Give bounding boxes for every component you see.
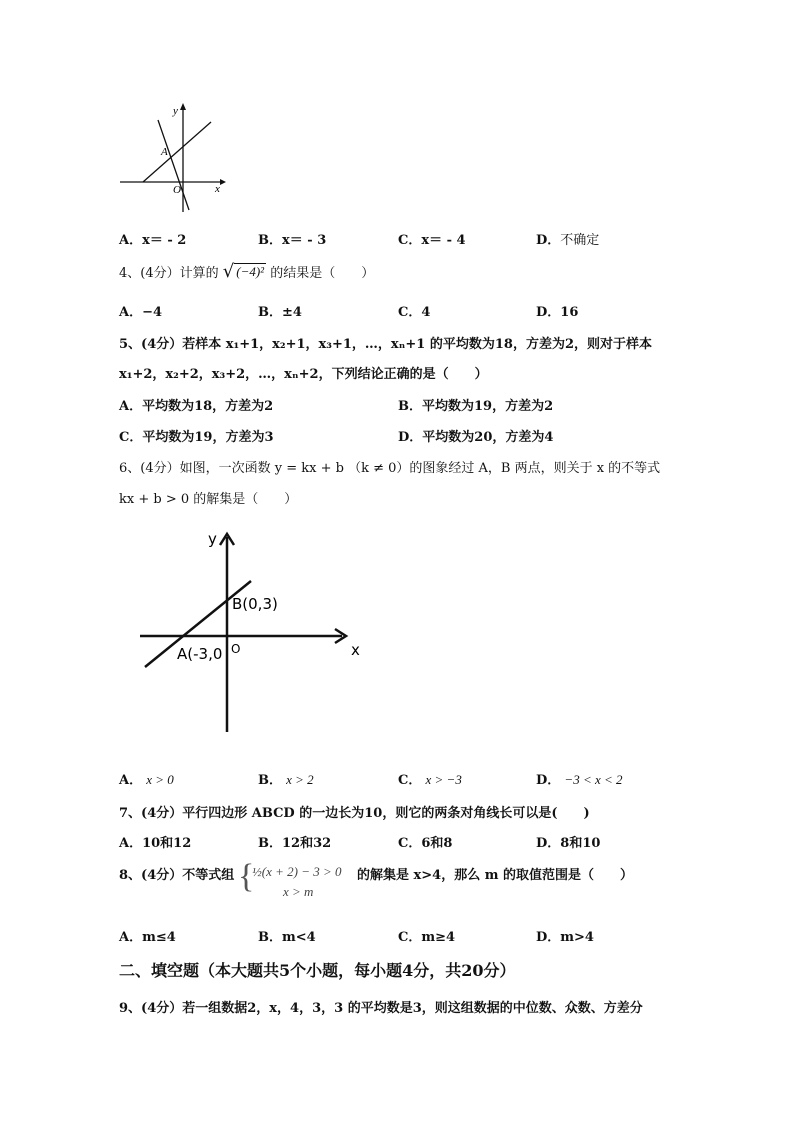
q4-suffix: 的结果是（ ） (270, 266, 375, 281)
q8-inequality-2: x > m (283, 884, 314, 899)
q3-x-label: x (215, 183, 220, 195)
q3-y-arrow (180, 103, 186, 110)
q5-line-1: 5、(4分）若样本 x₁+1，x₂+1，x₃+1，…，xₙ+1 的平均数为18，方差为2，则对于样本 (119, 337, 653, 352)
q6-option-c: C． x > −3 (398, 772, 462, 788)
q5-option-a: A．平均数为18，方差为2 (119, 399, 274, 414)
q6-origin-label: O (231, 642, 241, 656)
q4-option-a: A．−4 (119, 305, 163, 320)
q5-option-c: C．平均数为19，方差为3 (119, 430, 274, 445)
q3-option-b: B．x＝ - 3 (258, 233, 327, 248)
q5-option-d: D．平均数为20，方差为4 (398, 430, 554, 445)
q4-option-b: B．±4 (258, 305, 302, 320)
q3-point-a-label: A (161, 146, 168, 158)
q5-option-b: B．平均数为19，方差为2 (398, 399, 554, 414)
q3-x-arrow (220, 179, 226, 185)
q8-option-d: D．m>4 (536, 930, 594, 945)
q8-option-a: A．m≤4 (119, 930, 176, 945)
q4-option-c: C．4 (398, 305, 431, 320)
q4-option-d: D．16 (536, 305, 579, 320)
q6-point-a-label: A(-3,0 (177, 645, 223, 663)
q8-inequality-1: ½(x + 2) − 3 > 0 (252, 864, 342, 879)
q7-option-c: C．6和8 (398, 836, 453, 851)
q7-option-b: B．12和32 (258, 836, 332, 851)
q6-option-d: D． −3 < x < 2 (536, 772, 623, 788)
q4-sqrt: √ (−4)² (222, 261, 265, 282)
q4-prefix: 4、(4分）计算的 (119, 266, 219, 281)
q3-option-a: A．x＝ - 2 (119, 233, 187, 248)
q8-option-c: C．m≥4 (398, 930, 456, 945)
q3-line-2 (143, 122, 211, 182)
q4-radicand: (−4)² (236, 264, 265, 279)
q4-stem (119, 262, 374, 281)
q7-option-a: A．10和12 (119, 836, 192, 851)
section-2-title: 二、填空题（本大题共5个小题，每小题4分，共20分） (119, 961, 516, 980)
q8-option-b: B．m<4 (258, 930, 316, 945)
q6-line-1: 6、(4分）如图，一次函数 y = kx + b （k ≠ 0）的图象经过 A，B 两点，则关于 x 的不等式 (119, 461, 661, 476)
q6-point-b-label: B(0,3) (232, 595, 278, 613)
q3-origin-label: O (173, 184, 181, 196)
q9-stem: 9、(4分）若一组数据2，x，4，3，3 的平均数是3，则这组数据的中位数、众数、方差分 (119, 1001, 643, 1016)
q7-stem: 7、(4分）平行四边形 ABCD 的一边长为10，则它的两条对角线长可以是( ) (119, 806, 590, 821)
q8-system-brace: { (238, 858, 255, 895)
q3-option-d: D．不确定 (536, 233, 600, 248)
q6-line-2: kx + b > 0 的解集是（ ） (119, 492, 298, 507)
q6-x-label: x (351, 641, 360, 659)
q6-option-a: A． x > 0 (119, 772, 174, 788)
q8-prefix: 8、(4分）不等式组 (119, 868, 235, 883)
q6-graph (130, 525, 380, 740)
q3-graph (115, 100, 230, 215)
q8-suffix: 的解集是 x>4，那么 m 的取值范围是（ ） (357, 868, 634, 883)
q3-y-label: y (173, 105, 178, 117)
q7-option-d: D．8和10 (536, 836, 601, 851)
q5-line-2: x₁+2，x₂+2，x₃+2，…，xₙ+2，下列结论正确的是（ ） (119, 367, 488, 382)
q6-y-label: y (208, 530, 217, 548)
q3-option-c: C．x＝ - 4 (398, 233, 466, 248)
q6-option-b: B． x > 2 (258, 772, 314, 788)
